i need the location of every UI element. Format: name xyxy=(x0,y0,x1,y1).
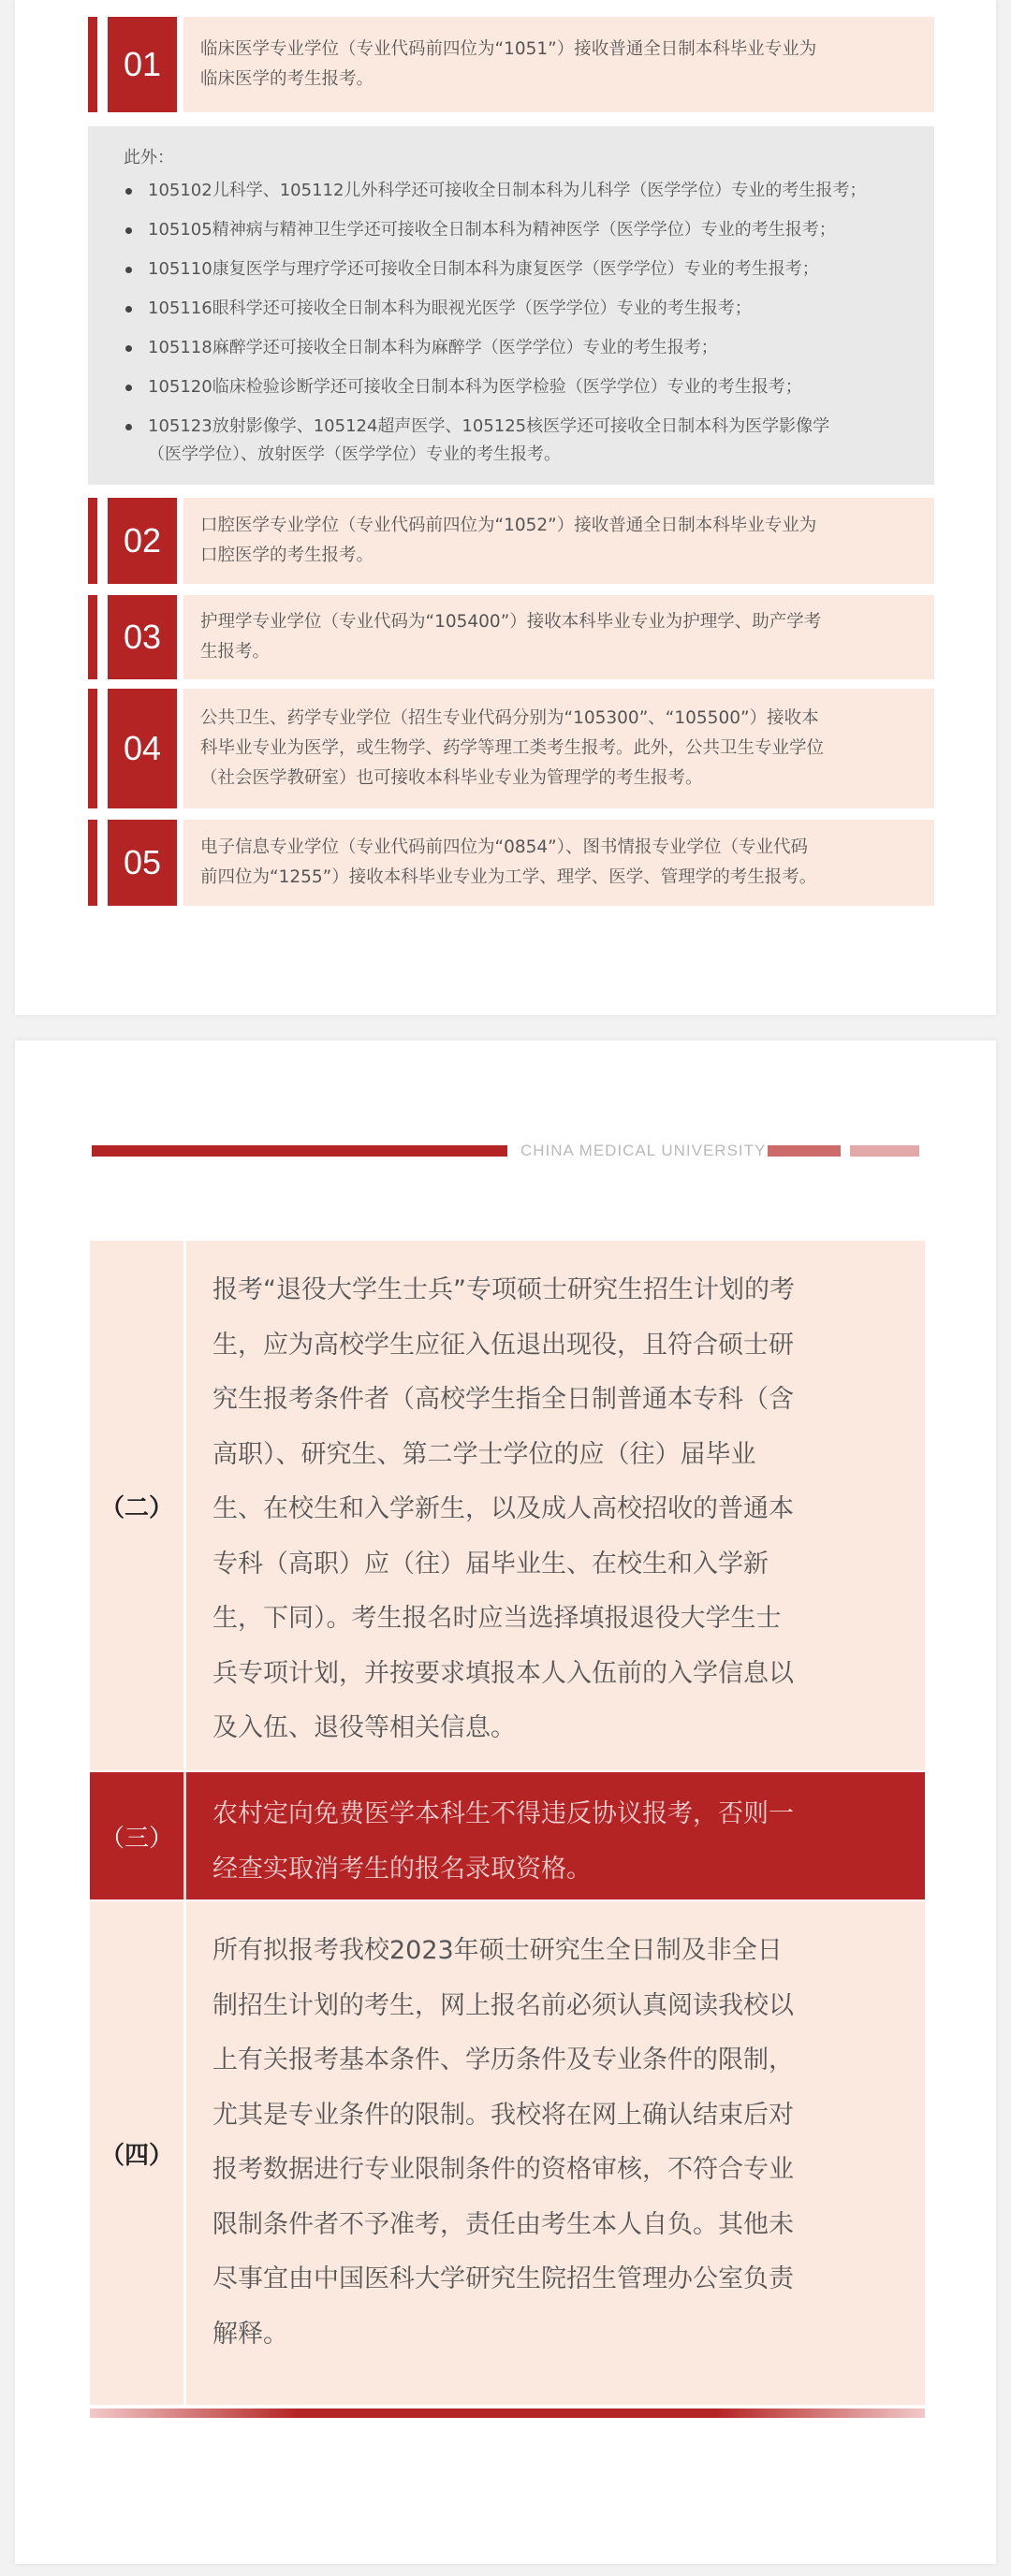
notice-row-3 xyxy=(90,1772,925,1899)
condition-row-05 xyxy=(88,820,934,906)
condition-row-03 xyxy=(88,595,934,679)
row-text xyxy=(183,498,934,584)
notices-card xyxy=(15,1041,996,2564)
text-line: 公共卫生、药学专业学位（招生专业代码分别为“105300”、“105500”）接收本 xyxy=(200,708,819,728)
row-number: 02 xyxy=(108,498,177,584)
university-name-header: CHINA MEDICAL UNIVERSITY xyxy=(520,1142,767,1159)
row-label: （二） xyxy=(99,1493,173,1522)
text-line: 解释。 xyxy=(212,2319,288,2349)
row-content xyxy=(186,1241,925,1770)
accent-bar xyxy=(88,17,97,112)
text-line: 前四位为“1255”）接收本科毕业专业为工学、理学、医学、管理学的考生报考。 xyxy=(200,867,817,887)
list-item xyxy=(124,413,910,469)
accent-bar xyxy=(88,498,97,584)
text-line: 生，下同）。考生报名时应当选择填报退役大学生士 xyxy=(212,1604,782,1633)
text-line: 临床医学专业学位（专业代码前四位为“1051”）接收普通全日制本科毕业专业为 xyxy=(200,39,817,59)
extra-intro: 此外： xyxy=(124,148,174,167)
text-line: 报考数据进行专业限制条件的资格审核，不符合专业 xyxy=(212,2155,794,2184)
header-accent-bar xyxy=(768,1145,841,1157)
text-line: 农村定向免费医学本科生不得违反协议报考，否则一 xyxy=(212,1799,794,1828)
text-line: 制招生计划的考生，网上报名前必须认真阅读我校以 xyxy=(212,1990,794,2020)
condition-row-04 xyxy=(88,689,934,808)
text-line: 105102儿科学、105112儿外科学还可接收全日制本科为儿科学（医学学位）专业的考生报考； xyxy=(148,181,867,200)
text-line: 临床医学的考生报考。 xyxy=(200,69,374,89)
text-line: 尤其是专业条件的限制。我校将在网上确认结束后对 xyxy=(212,2100,794,2130)
text-line: 105120临床检验诊断学还可接收全日制本科为医学检验（医学学位）专业的考生报考； xyxy=(148,377,802,397)
header-divider-bar xyxy=(92,1145,507,1157)
specialty-list xyxy=(124,177,910,469)
header-accent-bar-light xyxy=(850,1145,919,1157)
row-content xyxy=(186,1772,925,1899)
text-line: 经查实取消考生的报名录取资格。 xyxy=(212,1854,592,1884)
accent-bar xyxy=(88,595,97,679)
additional-specialties-box xyxy=(88,126,934,485)
text-line: 护理学专业学位（专业代码为“105400”）接收本科毕业专业为护理学、助产学考 xyxy=(200,612,822,632)
row-number: 01 xyxy=(108,17,177,112)
list-item xyxy=(124,295,910,323)
list-item xyxy=(124,216,910,244)
text-line: 105116眼科学还可接收全日制本科为眼视光医学（医学学位）专业的考生报考； xyxy=(148,298,752,318)
text-line: 及入伍、退役等相关信息。 xyxy=(212,1713,516,1742)
row-number: 04 xyxy=(108,689,177,808)
list-item xyxy=(124,373,910,401)
text-line: （社会医学教研室）也可接收本科毕业专业为管理学的考生报考。 xyxy=(200,768,703,788)
text-line: （医学学位）、放射医学（医学学位）专业的考生报考。 xyxy=(148,444,561,464)
row-label: （三） xyxy=(99,1824,173,1853)
condition-row-02 xyxy=(88,498,934,584)
row-text xyxy=(183,17,934,112)
text-line: 专科（高职）应（往）届毕业生、在校生和入学新 xyxy=(212,1549,769,1579)
text-line: 尽事宜由中国医科大学研究生院招生管理办公室负责 xyxy=(212,2264,794,2293)
row-content xyxy=(186,1901,925,2405)
row-label: （四） xyxy=(99,2141,173,2170)
text-line: 105110康复医学与理疗学还可接收全日制本科为康复医学（医学学位）专业的考生报考； xyxy=(148,259,819,279)
text-line: 口腔医学的考生报考。 xyxy=(200,546,374,565)
accent-bar xyxy=(88,689,97,808)
condition-row-01 xyxy=(88,17,934,112)
text-line: 口腔医学专业学位（专业代码前四位为“1052”）接收普通全日制本科毕业专业为 xyxy=(200,516,817,535)
notice-row-4 xyxy=(90,1901,925,2405)
notice-row-2 xyxy=(90,1241,925,1770)
row-number: 03 xyxy=(108,595,177,679)
text-line: 究生报考条件者（高校学生指全日制普通本专科（含 xyxy=(212,1385,794,1414)
row-number: 05 xyxy=(108,820,177,906)
list-item xyxy=(124,255,910,284)
text-line: 上有关报考基本条件、学历条件及专业条件的限制， xyxy=(212,2045,794,2074)
text-line: 科毕业专业为医学，或生物学、药学等理工类考生报考。此外，公共卫生专业学位 xyxy=(200,738,825,758)
row-text xyxy=(183,689,934,808)
text-line: 105123放射影像学、105124超声医学、105125核医学还可接收全日制本科为医学影像学 xyxy=(148,416,830,436)
list-item xyxy=(124,334,910,362)
accent-bar xyxy=(88,820,97,906)
text-line: 生，应为高校学生应征入伍退出现役，且符合硕士研 xyxy=(212,1330,794,1360)
text-line: 报考“退役大学生士兵”专项硕士研究生招生计划的考 xyxy=(212,1275,795,1304)
conditions-card xyxy=(15,0,996,1015)
row-text xyxy=(183,820,934,906)
text-line: 所有拟报考我校2023年硕士研究生全日制及非全日 xyxy=(212,1936,783,1965)
text-line: 105105精神病与精神卫生学还可接收全日制本科为精神医学（医学学位）专业的考生报考； xyxy=(148,220,836,240)
text-line: 生、在校生和入学新生，以及成人高校招收的普通本 xyxy=(212,1494,794,1523)
text-line: 电子信息专业学位（专业代码前四位为“0854”）、图书情报专业学位（专业代码 xyxy=(200,837,809,857)
text-line: 兵专项计划，并按要求填报本人入伍前的入学信息以 xyxy=(212,1658,794,1688)
text-line: 105118麻醉学还可接收全日制本科为麻醉学（医学学位）专业的考生报考； xyxy=(148,338,718,357)
row-text xyxy=(183,595,934,679)
text-line: 限制条件者不予准考，责任由考生本人自负。其他未 xyxy=(212,2209,794,2239)
text-line: 生报考。 xyxy=(200,642,271,662)
list-item xyxy=(124,177,910,205)
text-line: 高职）、研究生、第二学士学位的应（往）届毕业 xyxy=(212,1439,756,1469)
footer-divider-bar xyxy=(90,2409,925,2418)
